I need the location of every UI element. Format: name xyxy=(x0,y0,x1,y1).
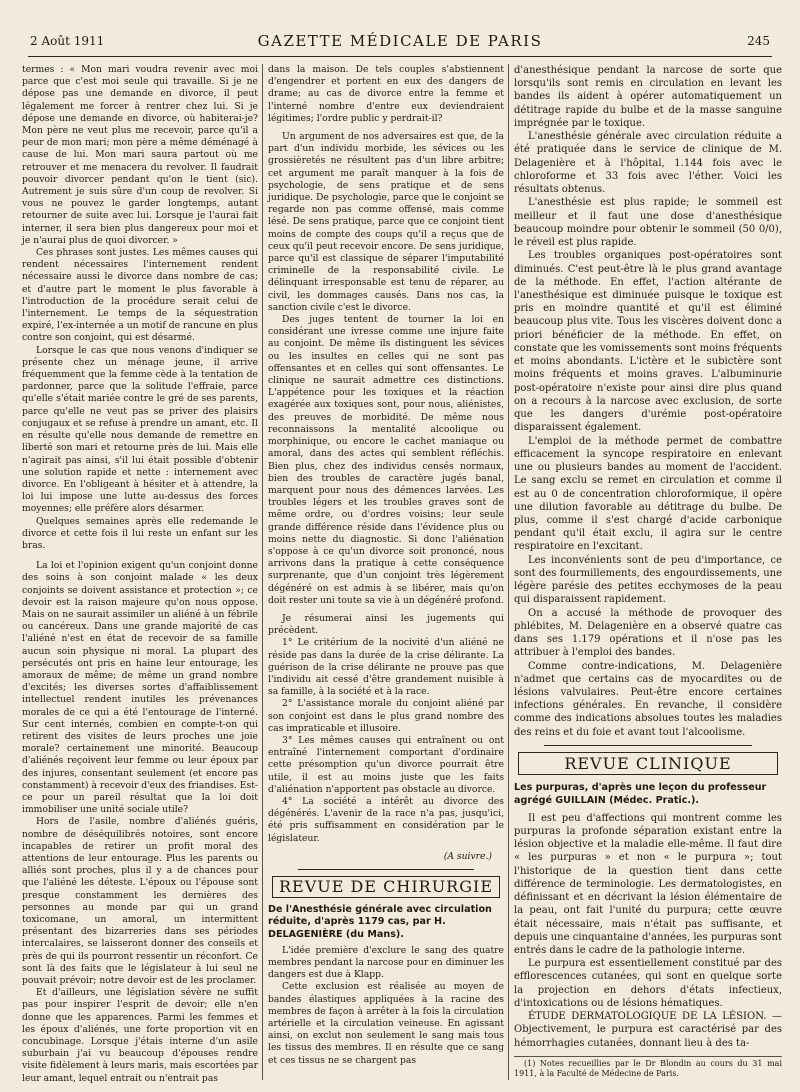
paragraph: 4° La société a intérêt au divorce des dégénérés. L'avenir de la race n'a pas, jusqu'ici, été pris suffisamment en considération par le législateur. xyxy=(268,795,504,844)
paragraph: Les troubles organiques post-opératoires sont diminués. C'est peut-être là le plus grand avantage de la méthode. En effet, l'action altérante de l'anesthésique est diminuée puisque le toxique est pris en moindre quantité et qu'il est éliminé beaucoup plus vite. Tous les viscères doivent donc a priori bénéficier de la méthode. En effet, on constate que les vomissements sont moins fréquents et moins abondants. L'ictère et le subictère sont moins fréquents et moins graves. L'albuminurie post-opératoire n'existe pour ainsi dire plus quand on a recours à la narcose avec exclusion, de sorte que les dangers d'urémie post-opératoire disparaissent également. xyxy=(514,250,782,434)
paragraph: d'anesthésique pendant la narcose de sorte que lorsqu'ils sont remis en circulation en levant les bandes ils aident à opérer automatiquement un détitrage rapide du bulbe et de la masse sanguine imprégnée par le toxique. xyxy=(514,65,782,129)
paragraph: Le purpura est essentiellement constitué par des efflorescences cutanées, qui sont en quelque sorte la projection en dehors d'états infectieux, d'intoxications ou de lésions hématiques. xyxy=(514,958,782,1009)
paragraph: On a accusé la méthode de provoquer des phlébites, M. Delagenière en a observé quatre cas dans ses 1.179 opérations et il n'ose pas les attribuer à l'emploi des bandes. xyxy=(514,607,782,659)
section-title-chirurgie: REVUE DE CHIRURGIE xyxy=(272,876,500,898)
paragraph: Et d'ailleurs, une législation sévère ne suffit pas pour inspirer l'esprit de devoir; elle n'en donne que les apparences. Parmi les femmes et les époux d'aliénés, une forte proportion vit en concubinage. Lorsque j'étais interne d'un asile suburbain j'ai vu beaucoup d'épouses rendre visite fidèlement à leurs maris, mais escortées par leur amant, lequel entrait ou n'entrait pas xyxy=(22,987,258,1084)
column-rule xyxy=(262,64,263,1080)
issue-date: 2 Août 1911 xyxy=(30,34,105,48)
column-2 xyxy=(268,64,504,1067)
paragraph: 2° L'assistance morale du conjoint aliéné par son conjoint est dans le plus grand nombre des cas impraticable et illusoire. xyxy=(268,698,504,734)
paragraph: Il est peu d'affections qui montrent comme les purpuras la profonde séparation existant entre la lésion objective et la maladie elle-même. Il faut dire « les purpuras » et non « le purpura »; tout l'historique de la question tient dans cette différence de terminologie. Les dermatologistes, en définissant et en décrivant la lésion élémentaire de la peau, ont fait l'unité du purpura; cette œuvre était nécessaire, mais n'était pas suffisante, et depuis une cinquantaine d'années, les purpuras sont entrés dans le cadre de la pathologie interne. xyxy=(514,812,782,956)
paragraph: L'idée première d'exclure le sang des quatre membres pendant la narcose pour en diminuer les dangers est due à Klapp. xyxy=(268,944,504,981)
paragraph: L'anesthésie générale avec circulation réduite a été pratiquée dans le service de clinique de M. Delagenière et à l'hôpital, 1.144 fois avec le chloroforme et 33 fois avec l'éther. Voici les résultats obtenus. xyxy=(514,131,782,196)
paragraph: Des juges tentent de tourner la loi en considérant une ivresse comme une injure faite au conjoint. De même ils distinguent les sévices ou les insultes en celles qui ne sont pas offensantes et en celles qui sont offensantes. Le clinique ne saurait admettre ces distinctions. L'appétence pour les toxiques et la réaction exagérée aux toxiques sont, pour nous, aliénistes, des preuves de morbidité. De même nous reconnaissons la mentalité alcoolique ou morphinique, ou encore le cachet maniaque ou amoral, dans des actes qui semblent réfléchis. Bien plus, chez des individus censés normaux, bien des troubles de caractère jugés banal, marquent pour nous des démences larvées. Les troubles légers et les troubles graves sont de même ordre, ou d'ordres voisins; leur seule grande différence réside dans l'évidence plus ou moins nette du diagnostic. Si donc l'aliénation s'oppose à ce qu'un divorce soit prononcé, nous arrivons dans la pratique à cette conséquence surprenante, que d'un conjoint très légèrement dégénéré on est admis à se libérer, mais qu'on doit rester uni toute sa vie à un dégénéré profond. xyxy=(268,314,504,606)
article-heading: De l'Anesthésie générale avec circulation réduite, d'après 1179 cas, par H. DELAGENIÈRE (du Mans). xyxy=(268,904,492,940)
section-title-clinique: REVUE CLINIQUE xyxy=(518,752,778,775)
paragraph: Un argument de nos adversaires est que, de la part d'un individu morbide, les sévices ou les grossièretés ne résultent pas d'un libre arbitre; cet argument me paraît manquer à la fois de psychologie, de sens pratique et de sens juridique. De psychologie, parce que le conjoint se regarde non pas comme offensé, mais comme lésé. De sens pratique, parce que ce conjoint tient moins de compte des coups qu'il a reçus que de ceux qu'il peut recevoir encore. De sens juridique, parce qu'il est classique de séparer l'imputabilité criminelle de la responsabilité civile. Le délinquant irresponsable est tenu de réparer, au civil, les dommages causés. Dans nos cas, la sanction civile c'est le divorce. xyxy=(268,131,504,313)
paragraph: ÉTUDE DERMATOLOGIQUE DE LA LÉSION. — Objectivement, le purpura est caractérisé par des hémorrhagies cutanées, donnant lieu à des ta- xyxy=(514,1011,782,1049)
section-divider xyxy=(298,869,474,870)
continued-note: (A suivre.) xyxy=(443,850,492,862)
paragraph: Comme contre-indications, M. Delagenière n'admet que certains cas de myocardites ou de lésions valvulaires. Peut-être encore certaines infections générales. En revanche, il considère comme des indications absolues toutes les maladies des reins et du foie et avant tout l'alcoolisme. xyxy=(514,660,782,738)
paragraph: L'anesthésie est plus rapide; le sommeil est meilleur et il faut une dose d'anesthésique beaucoup moindre pour obtenir le sommeil (50 0/0), le réveil est plus rapide. xyxy=(514,197,782,249)
running-header xyxy=(28,30,772,57)
paragraph: Cette exclusion est réalisée au moyen de bandes élastiques appliquées à la racine des membres de façon à arrêter à la fois la circulation artérielle et la circulation veineuse. En agissant ainsi, on exclut non seulement le sang mais tous les tissus des membres. Il en résulte que ce sang et ces tissus ne se chargent pas xyxy=(268,981,504,1066)
paragraph: La loi et l'opinion exigent qu'un conjoint donne des soins à son conjoint malade « les deux conjoints se doivent assistance et protection »; ce devoir est la raison majeure qu'on nous oppose. Mais on ne saurait assimiler un aliéné à un fébrile ou cancéreux. Dans une grande majorité de cas l'aliéné n'est en état de recevoir de sa famille aucun soin physique ni moral. La plupart des persécutés ont pris en haine leur entourage, les amoraux de même; de même un grand nombre d'excités; les diverses sortes d'affaiblissement intellectuel rendent inutiles les prévenances morales de ce qui a été l'entourage de l'interné. Sur cent internés, combien en compte-t-on qui retirent des visites de leurs proches une joie morale? certainement une minorité. Beaucoup d'aliénés reçoivent leur femme ou leur époux par des injures, consentant seulement (et encore pas constamment) à recevoir d'eux des friandises. Est-ce pour un pareil résultat que la loi doit immobiliser une unité sociale utile? xyxy=(22,560,258,816)
paragraph: Quelques semaines après elle redemande le divorce et cette fois il lui reste un enfant sur les bras. xyxy=(22,515,258,551)
paragraph: 3° Les mêmes causes qui entraînent ou ont entraîné l'internement comportant d'ordinaire cette présomption qu'un divorce pourrait être utile, il est au moins juste que les faits d'aliénation n'apportent pas obstacle au divorce. xyxy=(268,734,504,795)
paragraph: termes : « Mon mari voudra revenir avec moi parce que c'est moi seule qui travaille. Si je ne dépose pas une demande en divorce, il peut légalement me forcer à rentrer chez lui. Si je dépose une demande en divorce, où habiterai-je? Mon père ne veut plus me recevoir, parce qu'il a peur de mon mari; mon père a même déménagé à cause de lui. Mon mari saura partout où me retrouver et me menacera du revolver. Il faudrait pouvoir divorcer pendant qu'on le tient (sic). Autrement je suis sûre d'un coup de revolver. Si vous ne pouvez le garder longtemps, autant retourner de suite avec lui. Lorsque je l'aurai fait interner, il sera bien plus dangereux pour moi et je n'aurai plus de quoi divorcer. » xyxy=(22,64,258,246)
column-rule xyxy=(508,64,509,1080)
page-number: 245 xyxy=(747,34,770,48)
paragraph: Les inconvénients sont de peu d'importance, ce sont des fourmillements, des engourdissements, une légère parésie des petites ecchymoses de la peau qui disparaissent rapidement. xyxy=(514,554,782,606)
footnote: (1) Notes recueillies par le Dr Blondin au cours du 31 mai 1911, à la Faculté de Médecine de Paris. xyxy=(514,1056,782,1079)
paragraph: L'emploi de la méthode permet de combattre efficacement la syncope respiratoire en enlevant une ou plusieurs bandes au moment de l'accident. Le sang exclu se remet en circulation et comme il est au 0 de concentration chloroformique, il opère une dilution favorable au détitrage du bulbe. De plus, comme il s'est chargé d'acide carbonique pendant qu'il était exclu, il agira sur le centre respiratoire en l'excitant. xyxy=(514,435,782,553)
paragraph: Ces phrases sont justes. Les mêmes causes qui rendent nécessaires l'internement rendent nécessaire aussi le divorce dans nombre de cas; et d'autre part le moment le plus favorable à l'introduction de la procédure serait celui de l'internement. Le temps de la séquestration expiré, l'ex-internée a un motif de rancune en plus contre son conjoint, qui est désarmé. xyxy=(22,247,258,344)
column-3 xyxy=(514,64,782,1079)
paragraph: Lorsque le cas que nous venons d'indiquer se présente chez un ménage jeune, il arrive fréquemment que la femme cède à la tentation de pardonner, parce que la solitude l'effraie, parce qu'elle s'était mariée contre le gré de ses parents, parce qu'elle ne veut pas se priver des plaisirs conjugaux et se refuse à prendre un amant, etc. Il en résulte qu'elle nous demande de remettre en liberté son mari et retourne près de lui. Mais elle n'agirait pas ainsi, s'il lui était possible d'obtenir une solution rapide et nette : internement avec divorce. En l'obligeant à hésiter et à attendre, la loi lui impose une lutte au-dessus des forces moyennes; elle préfère alors désarmer. xyxy=(22,344,258,515)
paragraph: dans la maison. De tels couples s'abstiennent d'engendrer et portent en eux des dangers de drame; au cas de divorce entre la femme et l'interné nombre d'entre eux deviendraient légitimes; l'ordre public y perdrait-il? xyxy=(268,64,504,124)
paragraph: Hors de l'asile, nombre d'aliénés guéris, nombre de déséquilibrés notoires, sont encore incapables de retirer un profit moral des attentions de leur entourage. Plus les parents ou alliés sont proches, plus il y a de chances pour que l'aliéné les déteste. L'époux ou l'épouse sont presque constamment les dernières des personnes au monde par qui un grand toxicomane, un amoral, un intermittent présentant des bizarreries dans ses périodes intercalaires, se laisseront donner des conseils et près de qui ils pourront ressentir un réconfort. Ce sont là des faits que le législateur à lui seul ne pouvait prévoir; notre devoir est de les proclamer. xyxy=(22,816,258,987)
paragraph: Je résumerai ainsi les jugements qui précèdent. xyxy=(268,612,504,637)
paragraph: 1° Le critérium de la nocivité d'un aliéné ne réside pas dans la durée de la crise délirante. La guérison de la crise délirante ne prouve pas que l'individu ait cessé d'être grandement nuisible à sa famille, à la société et à la race. xyxy=(268,637,504,698)
journal-title: GAZETTE MÉDICALE DE PARIS xyxy=(257,32,543,50)
column-1 xyxy=(22,64,258,1085)
article-heading: Les purpuras, d'après une leçon du professeur agrégé GUILLAIN (Médec. Pratic.). xyxy=(514,782,767,807)
section-divider xyxy=(544,745,752,746)
